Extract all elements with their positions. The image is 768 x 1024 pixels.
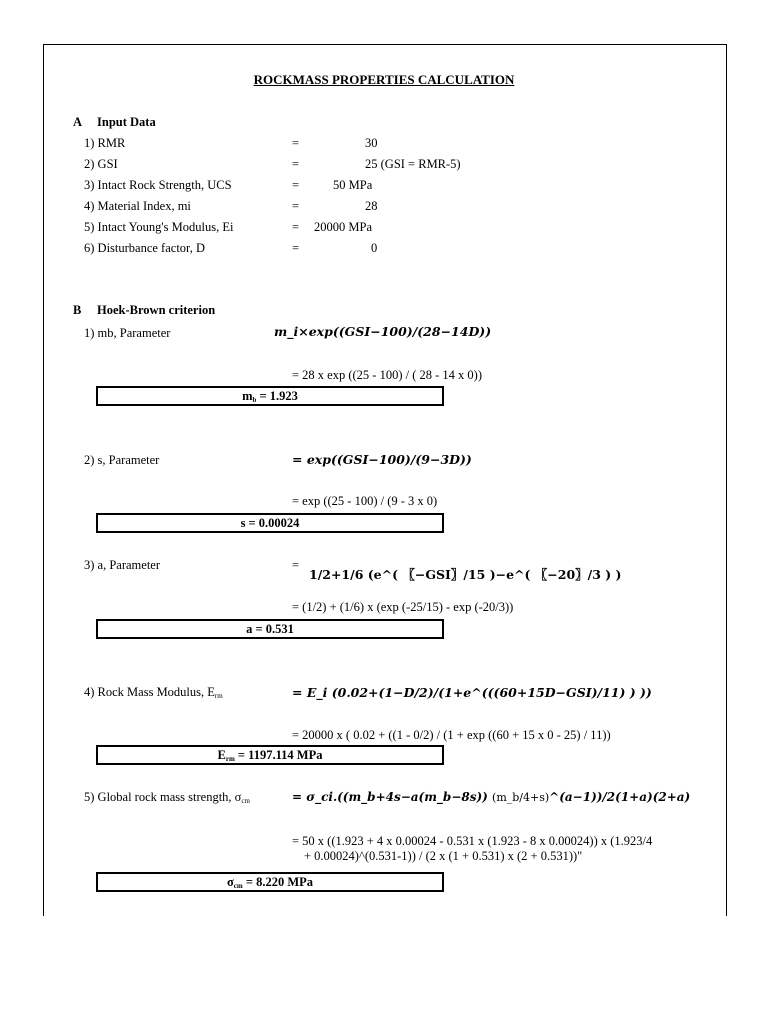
mb-formula: m_i×exp((GSI−100)/(28−14D)) [274, 324, 492, 339]
input-label: 3) Intact Rock Strength, UCS [84, 178, 232, 192]
a-formula: 1/2+1/6 (e^( 〖−GSI〗/15 )−e^( 〖−20〗/3 ) ) [309, 567, 622, 582]
scm-formula-main: = σ_ci.((m_b+4s−a(m_b−8s)) [292, 790, 488, 804]
input-eq: = [292, 220, 300, 234]
mb-result-box [96, 386, 444, 406]
mb-result-value: = 1.923 [256, 389, 298, 403]
input-eq: = [292, 199, 300, 213]
input-eq: = [292, 178, 300, 192]
mb-label: 1) mb, Parameter [84, 326, 171, 340]
input-label: 2) GSI [84, 157, 118, 171]
scm-label-text: 5) Global rock mass strength, σ [84, 790, 242, 804]
scm-label [84, 790, 250, 805]
s-label: 2) s, Parameter [84, 453, 160, 467]
mb-result-symbol: m [242, 389, 253, 403]
scm-substitution-line1: = 50 x ((1.923 + 4 x 0.00024 - 0.531 x (1.923 - 8 x 0.00024)) x (1.923/4 [292, 834, 653, 848]
a-substitution: = (1/2) + (1/6) x (exp (-25/15) - exp (-20/3)) [292, 600, 514, 614]
input-label: 4) Material Index, mi [84, 199, 191, 213]
a-label: 3) a, Parameter [84, 558, 161, 572]
input-eq: = [292, 157, 300, 171]
scm-formula [292, 790, 690, 804]
a-eq: = [292, 558, 300, 572]
mb-result-sub: b [252, 396, 257, 404]
page-title: ROCKMASS PROPERTIES CALCULATION [253, 72, 515, 87]
scm-result-symbol: σ [226, 875, 234, 889]
erm-formula: = E_i (0.02+(1−D/2)/(1+e^(((60+15D−GSI)/11) ) )) [292, 685, 652, 700]
section-b-letter: B [73, 303, 82, 317]
erm-result-value: = 1197.114 MPa [234, 748, 323, 762]
input-eq: = [292, 136, 300, 150]
erm-result-box [96, 745, 444, 765]
section-a-letter: A [73, 115, 83, 129]
input-value: 0 [371, 241, 378, 255]
erm-result-sub: rm [225, 755, 235, 763]
section-b-title: Hoek-Brown criterion [97, 303, 216, 317]
input-value: 30 [365, 136, 378, 150]
input-eq: = [292, 241, 300, 255]
input-value: 50 MPa [333, 178, 373, 192]
section-a-title: Input Data [97, 115, 156, 129]
mb-substitution: = 28 x exp ((25 - 100) / ( 28 - 14 x 0)) [292, 368, 482, 382]
input-label: 5) Intact Young's Modulus, Ei [84, 220, 234, 234]
s-result-box: s = 0.00024 [96, 513, 444, 533]
scm-substitution-line2: + 0.00024)^(0.531-1)) / (2 x (1 + 0.531) x (2 + 0.531))" [304, 849, 583, 863]
input-value: 25 (GSI = RMR-5) [365, 157, 461, 171]
input-value: 28 [365, 199, 378, 213]
s-substitution: = exp ((25 - 100) / (9 - 3 x 0) [292, 494, 438, 508]
erm-result-symbol: E [217, 748, 226, 762]
s-formula: = exp((GSI−100)/(9−3D)) [292, 452, 472, 467]
input-label: 6) Disturbance factor, D [84, 241, 205, 255]
a-result-box: a = 0.531 [96, 619, 444, 639]
erm-substitution: = 20000 x ( 0.02 + ((1 - 0/2) / (1 + exp ((60 + 15 x 0 - 25) / 11)) [292, 728, 611, 742]
erm-label [84, 685, 223, 700]
scm-result-box [96, 872, 444, 892]
scm-formula-tail: (m_b/4+s) [492, 791, 550, 804]
input-value: 20000 MPa [314, 220, 372, 234]
page-frame [43, 44, 727, 916]
scm-formula-end: ^(a−1))/2(1+a)(2+a) [549, 790, 691, 804]
scm-label-sub: cm [241, 797, 250, 805]
input-label: 1) RMR [84, 136, 126, 150]
scm-result-sub: cm [233, 882, 243, 890]
scm-result-value: = 8.220 MPa [242, 875, 314, 889]
erm-label-text: 4) Rock Mass Modulus, E [84, 685, 215, 699]
erm-label-sub: rm [214, 692, 223, 700]
